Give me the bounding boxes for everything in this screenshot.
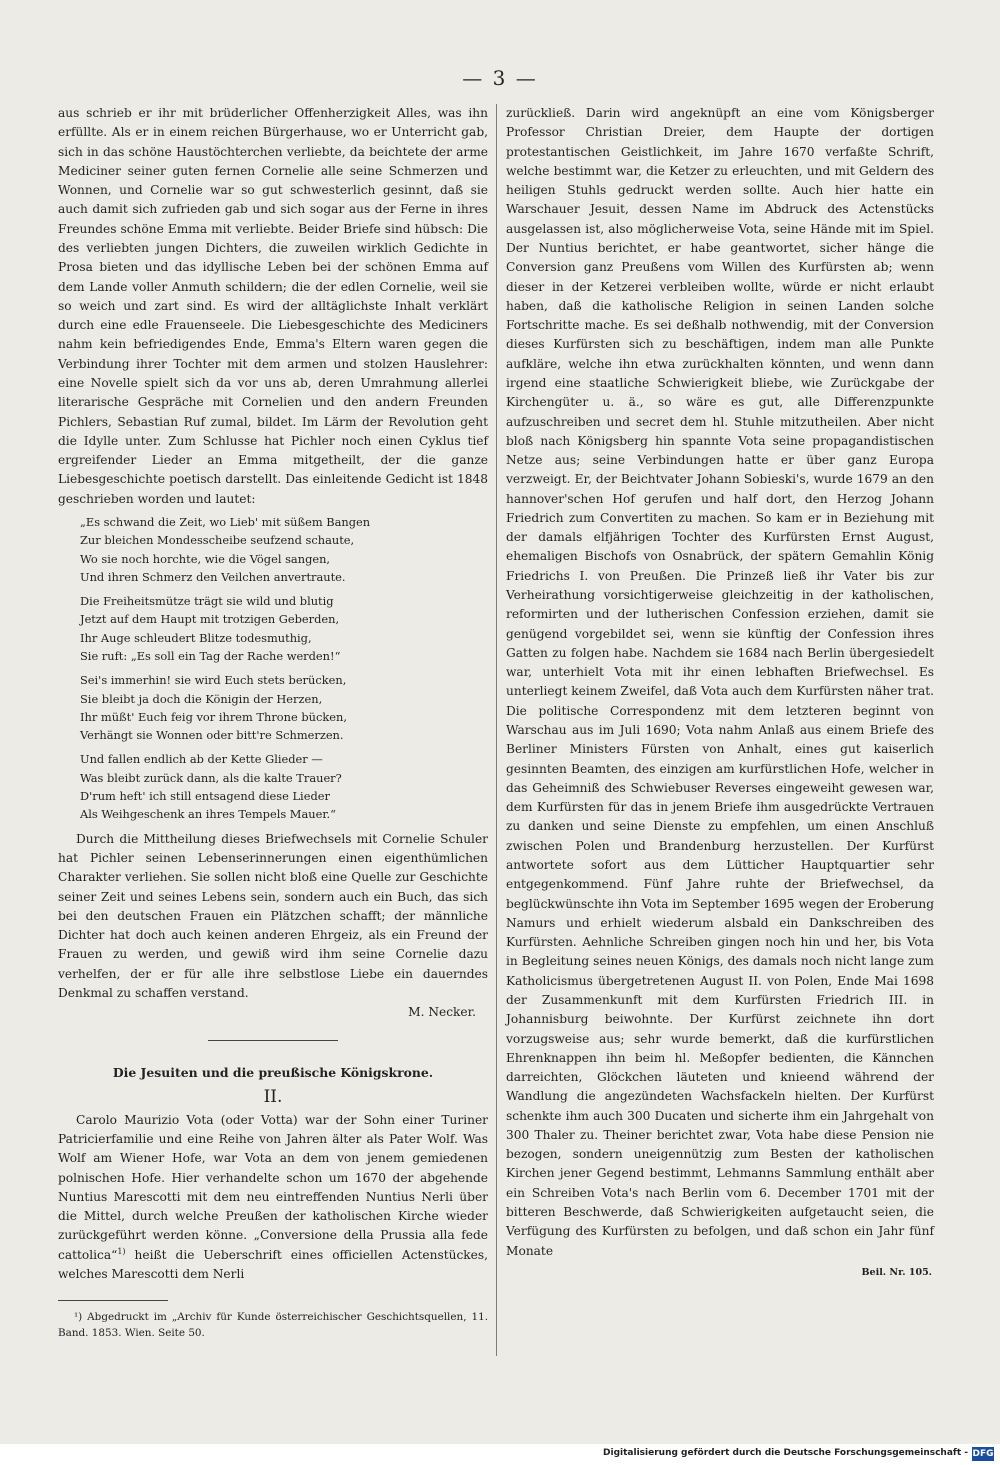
left-paragraph-3	[58, 1111, 488, 1285]
poem-line: Und fallen endlich ab der Kette Glieder —	[80, 752, 323, 767]
left-paragraph-1: aus schrieb er ihr mit brüderlicher Offenherzigkeit Alles, was ihn erfüllte. Als er in einem reichen Bürgerhause, wo er Unterricht gab, sich in das schöne Haustöchterchen verliebte, da beichtete der arme Mediciner seiner guten fernen Cornelie alle seine Schmerzen und Wonnen, und Cornelie war so gut schwesterlich gesinnt, daß sie auch damit sich zufrieden gab und sich sogar aus der Ferne in ihres Freundes schöne Emma mit verliebte. Beider Briefe sind hübsch: Die des verliebten jungen Dichters, die zuweilen wirklich Gedichte in Prosa bieten und das idyllische Leben bei der schönen Emma auf dem Lande voller Anmuth schildern; die der edlen Cornelie, weil sie so weich und zart sind. Es wird der alltäglichste Inhalt verklärt durch eine edle Frauenseele. Die Liebesgeschichte des Mediciners nahm kein befriedigendes Ende, Emma's Eltern waren gegen die Verbindung ihrer Tochter mit dem armen und stolzen Hauslehrer: eine Novelle spielt sich da vor uns ab, deren Umrahmung allerlei literarische Gespräche mit Cornelien und den andern Freunden Pichlers, Sebastian Ruf zumal, bildet. Im Lärm der Revolution geht die Idylle unter. Zum Schlusse hat Pichler noch einen Cyklus tief ergreifender Lieder an Emma mitgetheilt, der die ganze Liebesgeschichte poetisch darstellt. Das einleitende Gedicht ist 1848 geschrieben worden und lautet:	[58, 106, 488, 506]
dfg-logo: DFG	[972, 1449, 994, 1459]
poem-line: Als Weihgeschenk an ihres Tempels Mauer.“	[80, 807, 336, 822]
poem-line: Sei's immerhin! sie wird Euch stets berücken,	[80, 673, 347, 688]
poem-line: Und ihren Schmerz den Veilchen anvertraute.	[80, 569, 346, 584]
poem-line: Jetzt auf dem Haupt mit trotzigen Geberden,	[80, 612, 340, 627]
poem-line: „Es schwand die Zeit, wo Lieb' mit süßem Bangen	[80, 514, 371, 529]
poem-stanza-4	[80, 750, 488, 823]
footnote-divider	[58, 1300, 168, 1301]
digitization-credit-bar	[0, 1444, 1000, 1465]
article-title: Die Jesuiten und die preußische Königskrone.	[112, 1065, 434, 1081]
poem-line: D'rum heft' ich still entsagend diese Lieder	[80, 789, 330, 804]
article-part-number: II.	[263, 1086, 283, 1107]
column-rule	[496, 104, 497, 1356]
poem-line: Sie bleibt ja doch die Königin der Herzen,	[80, 691, 323, 706]
left-paragraph-2: Durch die Mittheilung dieses Briefwechsels mit Cornelie Schuler hat Pichler seinen Lebenserinnerungen einen eigenthümlichen Charakter verliehen. Sie sollen nicht bloß eine Quelle zur Geschichte seiner Zeit und seines Lebens sein, sondern auch ein Buch, das sich bei den deutschen Frauen ein Plätzchen schafft; der männliche Dichter hat doch auch keinen anderen Ehrgeiz, als ein Freund der Frauen zu werden, und gewiß wird ihm seine Cornelie dazu verhelfen, der er für alle ihre selbstlose Liebe ein dauerndes Denkmal zu schaffen verstand.	[58, 831, 488, 1000]
poem-stanza-1	[80, 513, 488, 586]
poem-line: Wo sie noch horchte, wie die Vögel sangen,	[80, 551, 331, 566]
poem-line: Was bleibt zurück dann, als die kalte Trauer?	[80, 770, 342, 785]
poem-line: Die Freiheitsmütze trägt sie wild und blutig	[80, 594, 334, 609]
poem-line: Sie ruft: „Es soll ein Tag der Rache werden!“	[80, 648, 341, 663]
author-signature: M. Necker.	[408, 1005, 476, 1020]
right-column	[506, 104, 934, 1282]
footnote-reference: 1)	[117, 1246, 126, 1256]
poem-line: Verhängt sie Wonnen oder bitt're Schmerzen.	[80, 728, 344, 743]
left-column	[58, 104, 488, 1341]
footnote: ¹) Abgedruckt im „Archiv für Kunde österreichischer Geschichtsquellen, 11. Band. 1853. Wien. Seite 50.	[58, 1311, 488, 1340]
supplement-mark: Beil. Nr. 105.	[861, 1266, 932, 1278]
poem-stanza-2	[80, 592, 488, 665]
poem-line: Zur bleichen Mondesscheibe seufzend schaute,	[80, 533, 355, 548]
page-number: — 3 —	[462, 66, 538, 90]
section-divider	[208, 1040, 338, 1041]
poem-line: Ihr Auge schleudert Blitze todesmuthig,	[80, 630, 312, 645]
poem-line: Ihr müßt' Euch feig vor ihrem Throne bücken,	[80, 709, 347, 724]
right-paragraph: zurückließ. Darin wird angeknüpft an eine vom Königsberger Professor Christian Dreier, dem Haupte der dortigen protestantischen Geistlichkeit, im Jahre 1670 verfaßte Schrift, welche bestimmt war, die Ketzer zu erleuchten, und mit Geldern des heiligen Stuhls gedruckt werden sollte. Auch hier hatte ein Warschauer Jesuit, dessen Name im Abdruck des Actenstücks ausgelassen ist, also möglicherweise Vota, seine Hände mit im Spiel. Der Nuntius berichtet, er habe geantwortet, sicher hänge die Conversion ganz Preußens vom Willen des Kurfürsten ab; wenn dieser in der Ketzerei verbleiben wollte, würde er nicht erlaubt haben, daß die katholische Religion in seinen Landen solche Fortschritte mache. Es sei deßhalb nothwendig, mit der Conversion dieses Kurfürsten sich zu beschäftigen, indem man alle Punkte aufkläre, welche ihn etwa zurückhalten könnten, und wenn dann irgend eine staatliche Schwierigkeit bliebe, wie Zurückgabe der Kirchengüter u. ä., so wäre es gut, alle Differenzpunkte aufzuschreiben und secret dem hl. Stuhle mitzutheilen. Aber nicht bloß nach Königsberg hin spannte Vota seine propagandistischen Netze aus; seine Verbindungen hatte er über ganz Europa verzweigt. Er, der Beichtvater Johann Sobieski's, wurde 1679 an den hannover'schen Hof gerufen und half dort, den Herzog Johann Friedrich zum Convertiten zu machen. So kam er in Beziehung mit der damals elfjährigen Tochter des Kurfürsten Ernst August, ehemaligen Bischofs von Osnabrück, der spätern Gemahlin König Friedrichs I. von Preußen. Die Prinzeß ließ ihr Vater bis zur Verheirathung vorsichtigerweise gleichzeitig in der katholischen, reformirten und der lutherischen Confession erziehen, damit sie genügend vorgebildet sei, wenn sie künftig der Confession ihres Gatten zu folgen habe. Nachdem sie 1684 nach Berlin übergesiedelt war, unterhielt Vota mit ihr einen lebhaften Briefwechsel. Es unterliegt keinem Zweifel, daß Vota auch dem Kurfürsten näher trat. Die politische Correspondenz mit dem letzteren beginnt von Warschau aus im Juli 1690; Vota nahm Anlaß aus einem Briefe des Berliner Ministers Fürsten von Anhalt, eines gut kaiserlich gesinnten Beamten, des einzigen am kurfürstlichen Hofe, welcher in das Geheimniß des Schwiebuser Reverses eingeweiht gewesen war, dem Kurfürsten für das in jenem Briefe ihm ausgedrückte Vertrauen zu danken und seine Dienste zu empfehlen, um einen Anschluß zwischen Polen und Brandenburg herzustellen. Der Kurfürst antwortete sofort aus dem Lütticher Hauptquartier sehr entgegenkommend. Fünf Jahre ruhte der Briefwechsel, da beglückwünschte ihn Vota im September 1695 wegen der Eroberung Namurs und erhielt wiederum alsbald ein Dankschreiben des Kurfürsten. Aehnliche Schreiben gingen noch hin und her, bis Vota in Begleitung seines neuen Königs, des damals noch nicht lange zum Katholicismus übergetretenen August II. von Polen, Ende Mai 1698 der Zusammenkunft mit dem Kurfürsten Friedrich III. in Johannisburg beiwohnte. Der Kurfürst zeichnete ihn dort vorzugsweise aus; sehr wurde bemerkt, daß die kurfürstlichen Ehrenknappen ihn beim hl. Meßopfer bedienten, die Kännchen darreichten, Glöckchen läuteten und knieend während der Wandlung die angezündeten Wachsfackeln hielten. Der Kurfürst schenkte ihm auch 300 Ducaten und sicherte ihm ein Jahrgehalt von 300 Thaler zu. Theiner berichtet zwar, Vota habe diese Pension nie bezogen, sondern uneigennützig zum Besten der katholischen Kirchen jener Gegend bestimmt, Lehmanns Sammlung enthält aber ein Schreiben Vota's nach Berlin vom 6. December 1701 mit der bitteren Beschwerde, daß Schwierigkeiten aufgetaucht seien, die Verfügung des Kurfürsten zu befolgen, und daß schon ein Jahr fünf Monate	[506, 106, 934, 1258]
paragraph-text: heißt die Ueberschrift eines officiellen Actenstückes, welches Marescotti dem Nerli	[58, 1247, 488, 1281]
paragraph-text: Carolo Maurizio Vota (oder Votta) war der Sohn einer Turiner Patricierfamilie und eine Reihe von Jahren älter als Pater Wolf. Was Wolf am Wiener Hofe, war Vota an dem von jenem gemiedenen polnischen Hofe. Hier verhandelte schon um 1670 der abgehende Nuntius Marescotti mit dem neu eintreffenden Nuntius Nerli über die Mittel, durch welche Preußen der katholischen Kirche wieder zurückgeführt werden könne. „Conversione della Prussia alla fede cattolica“	[58, 1112, 488, 1262]
poem	[80, 513, 488, 824]
poem-stanza-3	[80, 671, 488, 744]
digitization-credit: Digitalisierung gefördert durch die Deutsche Forschungsgemeinschaft -	[603, 1448, 968, 1458]
